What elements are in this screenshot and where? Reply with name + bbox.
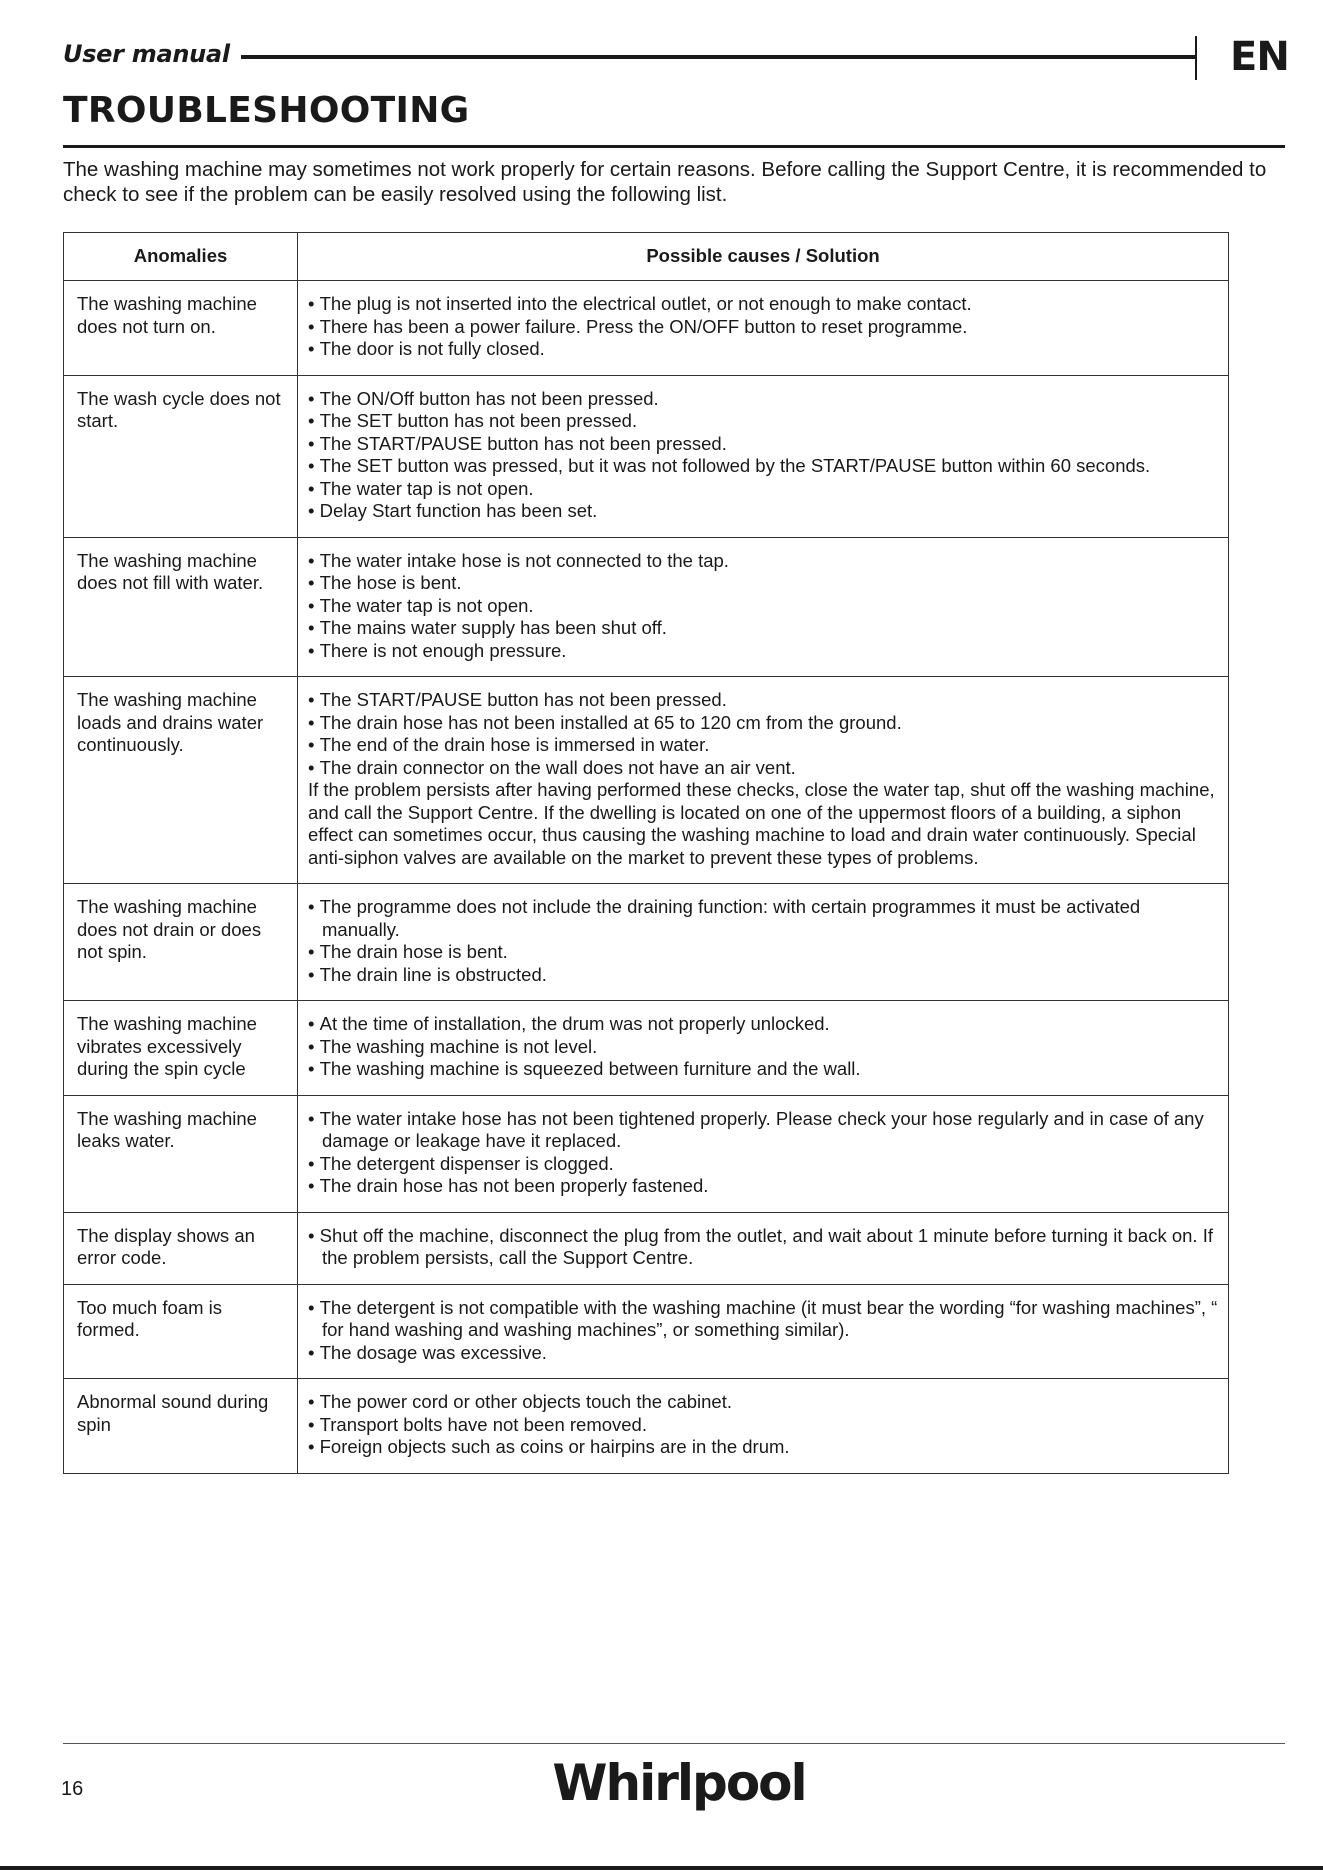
cause-item: • The water intake hose has not been tightened properly. Please check your hose regularly and in case of any damage or leakage have it replaced. (308, 1108, 1222, 1153)
cause-item: • The dosage was excessive. (308, 1342, 1222, 1365)
solution-cell (298, 1379, 1229, 1474)
anomaly-cell: The wash cycle does not start. (64, 375, 298, 537)
manual-label: User manual (63, 40, 230, 68)
anomaly-cell: The washing machine does not drain or does not spin. (64, 884, 298, 1001)
cause-item: • The detergent is not compatible with the washing machine (it must bear the wording “for washing machines”, “ for hand washing and washing machines”, or something similar). (308, 1297, 1222, 1342)
table-row (64, 1284, 1229, 1379)
solution-cell (298, 1095, 1229, 1212)
table-row (64, 1095, 1229, 1212)
table-row (64, 884, 1229, 1001)
intro-paragraph: The washing machine may sometimes not work properly for certain reasons. Before calling the Support Centre, it is recommended to check to see if the problem can be easily resolved using the following list. (63, 158, 1267, 206)
anomaly-cell: The display shows an error code. (64, 1212, 298, 1284)
solution-cell (298, 375, 1229, 537)
table-row (64, 1379, 1229, 1474)
cause-item: • The water tap is not open. (308, 595, 1222, 618)
cause-item: • The drain connector on the wall does not have an air vent. (308, 757, 1222, 780)
cause-item: • The door is not fully closed. (308, 338, 1222, 361)
table-header-row (64, 233, 1229, 281)
cause-item: • The SET button was pressed, but it was not followed by the START/PAUSE button within 60 seconds. (308, 455, 1222, 478)
cause-item: • At the time of installation, the drum was not properly unlocked. (308, 1013, 1222, 1036)
cause-item: • The drain hose has not been installed at 65 to 120 cm from the ground. (308, 712, 1222, 735)
brand-logo-text: Whirlpool (552, 1754, 806, 1812)
cause-item: • The water tap is not open. (308, 478, 1222, 501)
cause-item: • The hose is bent. (308, 572, 1222, 595)
cause-item: • The drain line is obstructed. (308, 964, 1222, 987)
table-row (64, 537, 1229, 677)
anomaly-cell: The washing machine leaks water. (64, 1095, 298, 1212)
cause-item: • The water intake hose is not connected to the tap. (308, 550, 1222, 573)
title-rule (63, 145, 1285, 148)
cause-item: • Transport bolts have not been removed. (308, 1414, 1222, 1437)
solution-cell (298, 281, 1229, 376)
anomaly-cell: The washing machine does not turn on. (64, 281, 298, 376)
cause-item: • The washing machine is squeezed between furniture and the wall. (308, 1058, 1222, 1081)
cause-item: • The drain hose has not been properly fastened. (308, 1175, 1222, 1198)
cause-item: • The START/PAUSE button has not been pressed. (308, 433, 1222, 456)
cause-item: • Foreign objects such as coins or hairpins are in the drum. (308, 1436, 1222, 1459)
anomaly-cell: The washing machine does not fill with water. (64, 537, 298, 677)
solution-cell (298, 884, 1229, 1001)
table-body (64, 281, 1229, 1474)
cause-item: • The plug is not inserted into the electrical outlet, or not enough to make contact. (308, 293, 1222, 316)
solution-note: If the problem persists after having performed these checks, close the water tap, shut off the washing machine, and call the Support Centre. If the dwelling is located on one of the uppermost floors of a building, a siphon effect can sometimes occur, thus causing the washing machine to load and drain water continuously. Special anti-siphon valves are available on the market to prevent these types of problems. (308, 779, 1215, 868)
cause-item: • The detergent dispenser is clogged. (308, 1153, 1222, 1176)
table-row (64, 375, 1229, 537)
troubleshooting-table (63, 232, 1229, 1474)
whirlpool-logo (552, 1748, 806, 1818)
solution-cell (298, 1001, 1229, 1096)
anomaly-cell: The washing machine loads and drains water continuously. (64, 677, 298, 884)
cause-item: • The START/PAUSE button has not been pressed. (308, 689, 1222, 712)
cause-item: • The mains water supply has been shut off. (308, 617, 1222, 640)
cause-item: • The programme does not include the draining function: with certain programmes it must be activated manually. (308, 896, 1222, 941)
cause-item: • The washing machine is not level. (308, 1036, 1222, 1059)
cause-item: • There is not enough pressure. (308, 640, 1222, 663)
table-row (64, 1001, 1229, 1096)
cause-item: • The power cord or other objects touch the cabinet. (308, 1391, 1222, 1414)
solution-cell (298, 677, 1229, 884)
header-rule (241, 55, 1196, 59)
column-header-solution: Possible causes / Solution (298, 233, 1229, 281)
anomaly-cell: The washing machine vibrates excessively during the spin cycle (64, 1001, 298, 1096)
solution-cell (298, 537, 1229, 677)
cause-item: • The end of the drain hose is immersed in water. (308, 734, 1222, 757)
cause-item: • There has been a power failure. Press the ON/OFF button to reset programme. (308, 316, 1222, 339)
anomaly-cell: Too much foam is formed. (64, 1284, 298, 1379)
bottom-edge-bar (0, 1866, 1323, 1870)
cause-item: • Delay Start function has been set. (308, 500, 1222, 523)
language-code: EN (1230, 34, 1289, 80)
table-row (64, 677, 1229, 884)
header-rule-end (1195, 36, 1197, 80)
cause-item: • The SET button has not been pressed. (308, 410, 1222, 433)
cause-item: • Shut off the machine, disconnect the plug from the outlet, and wait about 1 minute before turning it back on. If the problem persists, call the Support Centre. (308, 1225, 1222, 1270)
footer-rule (63, 1743, 1285, 1744)
page-number: 16 (61, 1778, 84, 1800)
cause-item: • The ON/Off button has not been pressed. (308, 388, 1222, 411)
table-row (64, 1212, 1229, 1284)
column-header-anomalies: Anomalies (64, 233, 298, 281)
anomaly-cell: Abnormal sound during spin (64, 1379, 298, 1474)
cause-item: • The drain hose is bent. (308, 941, 1222, 964)
solution-cell (298, 1284, 1229, 1379)
solution-cell (298, 1212, 1229, 1284)
page-title: TROUBLESHOOTING (63, 90, 470, 131)
table-row (64, 281, 1229, 376)
